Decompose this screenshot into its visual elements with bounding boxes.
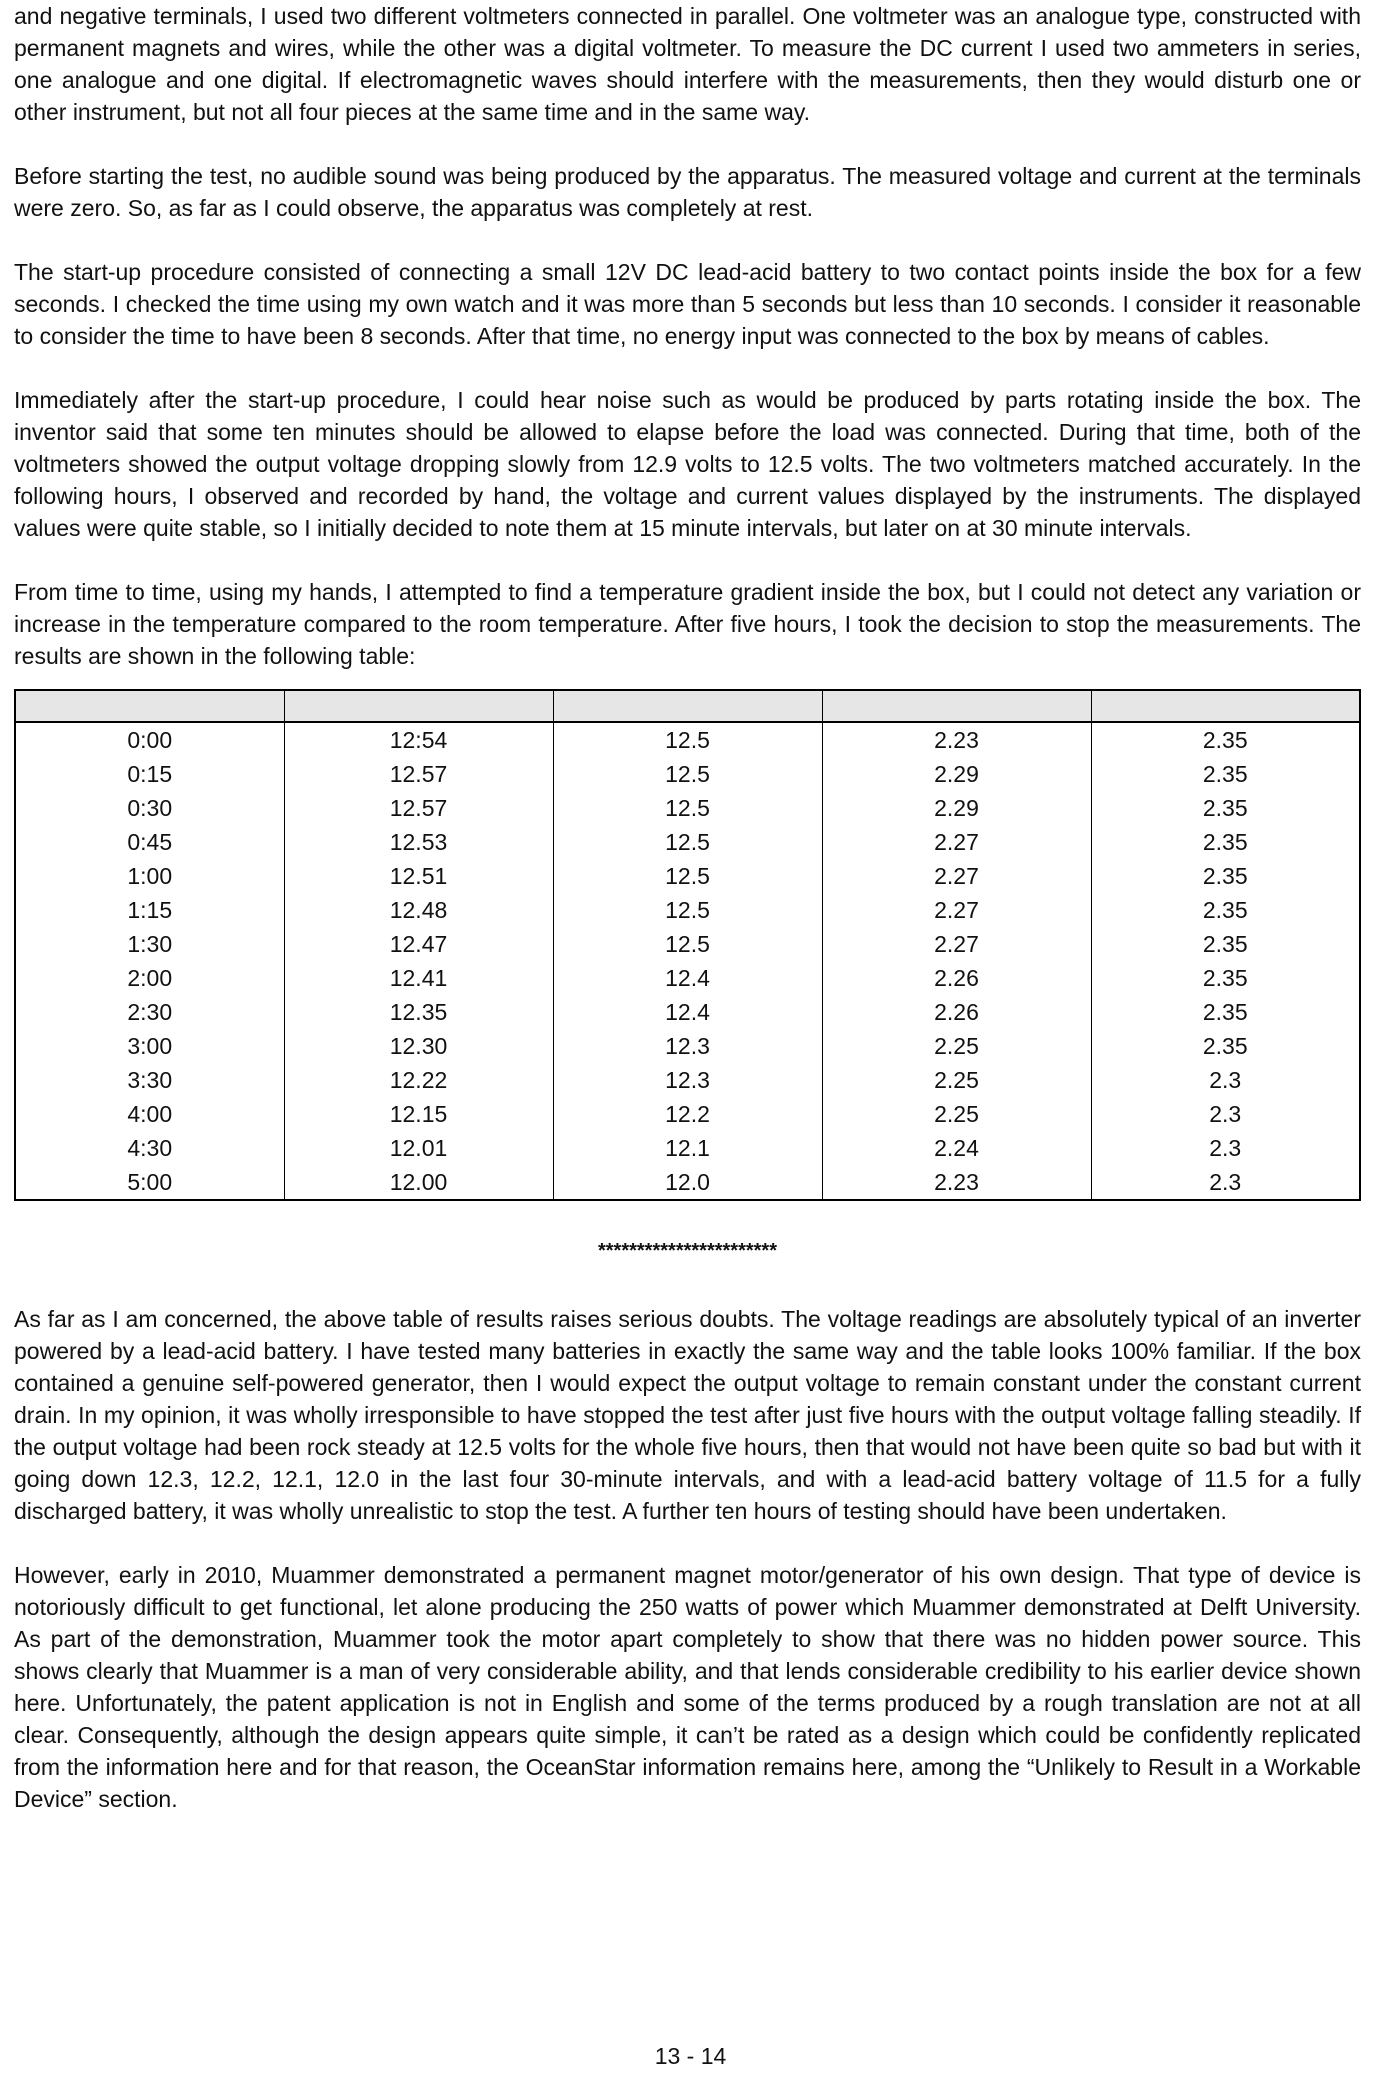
table-cell: 3:00: [15, 1029, 284, 1063]
table-cell: 12:54: [284, 722, 553, 757]
table-header-cell: [822, 690, 1091, 722]
table-row: [15, 859, 1360, 893]
page-number: 13 - 14: [654, 2043, 727, 2069]
table-cell: 2.35: [1091, 757, 1360, 791]
table-cell: 12.01: [284, 1131, 553, 1165]
paragraph-doubts: As far as I am concerned, the above table of results raises serious doubts. The voltage readings are absolutely typical of an inverter powered by a lead-acid battery. I have tested many batteries in exactly the same way and the table looks 100% familiar. If the box contained a genuine self-powered generator, then I would expect the output voltage to remain constant under the constant current drain. In my opinion, it was wholly irresponsible to have stopped the test after just five hours with the output voltage falling steadily. If the output voltage had been rock steady at 12.5 volts for the whole five hours, then that would not have been quite so bad but with it going down 12.3, 12.2, 12.1, 12.0 in the last four 30-minute intervals, and with a lead-acid battery voltage of 11.5 for a fully discharged battery, it was wholly unrealistic to stop the test. A further ten hours of testing should have been undertaken.: [14, 1306, 1361, 1524]
table-cell: 2:00: [15, 961, 284, 995]
table-row: [15, 1131, 1360, 1165]
section-separator: ***********************: [597, 1240, 777, 1262]
table-cell: 12.3: [553, 1063, 822, 1097]
table-cell: 2.27: [822, 859, 1091, 893]
table-cell: 1:30: [15, 927, 284, 961]
table-row: [15, 1097, 1360, 1131]
table-cell: 0:30: [15, 791, 284, 825]
table-cell: 2.35: [1091, 961, 1360, 995]
table-header-cell: [284, 690, 553, 722]
paragraph-measurement-setup: and negative terminals, I used two different voltmeters connected in parallel. One voltmeter was an analogue type, constructed with permanent magnets and wires, while the other was a digital voltmeter. To measure the DC current I used two ammeters in series, one analogue and one digital. If electromagnetic waves should interfere with the measurements, then they would disturb one or other instrument, but not all four pieces at the same time and in the same way.: [14, 3, 1361, 125]
table-cell: 12.53: [284, 825, 553, 859]
table-cell: 12.5: [553, 722, 822, 757]
table-cell: 1:00: [15, 859, 284, 893]
table-cell: 4:30: [15, 1131, 284, 1165]
table-cell: 12.35: [284, 995, 553, 1029]
table-cell: 2.27: [822, 825, 1091, 859]
table-row: [15, 961, 1360, 995]
table-cell: 2.25: [822, 1097, 1091, 1131]
table-row: [15, 927, 1360, 961]
paragraph-temperature: From time to time, using my hands, I attempted to find a temperature gradient inside the box, but I could not detect any variation or increase in the temperature compared to the room temperature. After five hours, I took the decision to stop the measurements. The results are shown in the following table:: [14, 579, 1361, 669]
table-cell: 2.3: [1091, 1165, 1360, 1200]
table-cell: 2.3: [1091, 1097, 1360, 1131]
table-cell: 2.35: [1091, 722, 1360, 757]
table-cell: 12.5: [553, 757, 822, 791]
table-cell: 1:15: [15, 893, 284, 927]
table-cell: 2.29: [822, 757, 1091, 791]
table-cell: 12.4: [553, 995, 822, 1029]
paragraph-before-test: Before starting the test, no audible sound was being produced by the apparatus. The measured voltage and current at the terminals were zero. So, as far as I could observe, the apparatus was completely at rest.: [14, 163, 1361, 221]
document-page: [14, 0, 1361, 1815]
table-cell: 0:45: [15, 825, 284, 859]
table-row: [15, 995, 1360, 1029]
table-header-row: [15, 690, 1360, 722]
paragraph-observations: Immediately after the start-up procedure, I could hear noise such as would be produced by parts rotating inside the box. The inventor said that some ten minutes should be allowed to elapse before the load was connected. During that time, both of the voltmeters showed the output voltage dropping slowly from 12.9 volts to 12.5 volts. The two voltmeters matched accurately. In the following hours, I observed and recorded by hand, the voltage and current values displayed by the instruments. The displayed values were quite stable, so I initially decided to note them at 15 minute intervals, but later on at 30 minute intervals.: [14, 387, 1361, 541]
table-cell: 3:30: [15, 1063, 284, 1097]
table-cell: 2.25: [822, 1029, 1091, 1063]
paragraph-muammer-demo: However, early in 2010, Muammer demonstrated a permanent magnet motor/generator of his own design. That type of device is notoriously difficult to get functional, let alone producing the 250 watts of power which Muammer demonstrated at Delft University. As part of the demonstration, Muammer took the motor apart completely to show that there was no hidden power source. This shows clearly that Muammer is a man of very considerable ability, and that lends considerable credibility to his earlier device shown here. Unfortunately, the patent application is not in English and some of the terms produced by a rough translation are not at all clear. Consequently, although the design appears quite simple, it can’t be rated as a design which could be confidently replicated from the information here and for that reason, the OceanStar information remains here, among the “Unlikely to Result in a Workable Device” section.: [14, 1562, 1361, 1812]
table-cell: 12.5: [553, 927, 822, 961]
table-cell: 2.35: [1091, 927, 1360, 961]
table-row: [15, 757, 1360, 791]
table-cell: 2.35: [1091, 1029, 1360, 1063]
table-cell: 12.57: [284, 791, 553, 825]
table-cell: 2.3: [1091, 1063, 1360, 1097]
table-cell: 2.23: [822, 722, 1091, 757]
table-cell: 2.27: [822, 893, 1091, 927]
table-cell: 2.23: [822, 1165, 1091, 1200]
table-cell: 2.25: [822, 1063, 1091, 1097]
table-body: [15, 722, 1360, 1200]
table-cell: 4:00: [15, 1097, 284, 1131]
table-cell: 2.24: [822, 1131, 1091, 1165]
table-cell: 2.26: [822, 961, 1091, 995]
table-cell: 12.47: [284, 927, 553, 961]
table-cell: 12.22: [284, 1063, 553, 1097]
table-row: [15, 1029, 1360, 1063]
table-cell: 12.5: [553, 825, 822, 859]
results-table: [14, 689, 1361, 1201]
table-cell: 12.5: [553, 859, 822, 893]
table-cell: 0:15: [15, 757, 284, 791]
table-cell: 12.4: [553, 961, 822, 995]
table-cell: 12.15: [284, 1097, 553, 1131]
table-cell: 12.48: [284, 893, 553, 927]
table-header-cell: [553, 690, 822, 722]
table-cell: 12.5: [553, 893, 822, 927]
table-header-cell: [1091, 690, 1360, 722]
table-row: [15, 1165, 1360, 1200]
table-cell: 2.26: [822, 995, 1091, 1029]
table-cell: 2.29: [822, 791, 1091, 825]
table-row: [15, 893, 1360, 927]
table-cell: 12.30: [284, 1029, 553, 1063]
table-cell: 2.35: [1091, 859, 1360, 893]
table-cell: 12.5: [553, 791, 822, 825]
table-cell: 12.41: [284, 961, 553, 995]
table-cell: 12.57: [284, 757, 553, 791]
table-cell: 2.35: [1091, 825, 1360, 859]
table-cell: 2:30: [15, 995, 284, 1029]
table-row: [15, 1063, 1360, 1097]
table-cell: 2.3: [1091, 1131, 1360, 1165]
paragraph-start-up: The start-up procedure consisted of connecting a small 12V DC lead-acid battery to two contact points inside the box for a few seconds. I checked the time using my own watch and it was more than 5 seconds but less than 10 seconds. I consider it reasonable to consider the time to have been 8 seconds. After that time, no energy input was connected to the box by means of cables.: [14, 259, 1361, 349]
table-cell: 5:00: [15, 1165, 284, 1200]
table-cell: 2.35: [1091, 791, 1360, 825]
results-table-container: [14, 689, 1361, 1201]
table-cell: 2.35: [1091, 893, 1360, 927]
table-row: [15, 722, 1360, 757]
table-cell: 12.0: [553, 1165, 822, 1200]
table-row: [15, 791, 1360, 825]
table-row: [15, 825, 1360, 859]
table-cell: 0:00: [15, 722, 284, 757]
table-cell: 12.3: [553, 1029, 822, 1063]
table-cell: 12.00: [284, 1165, 553, 1200]
table-cell: 2.35: [1091, 995, 1360, 1029]
table-cell: 12.51: [284, 859, 553, 893]
table-header-cell: [15, 690, 284, 722]
table-cell: 2.27: [822, 927, 1091, 961]
table-cell: 12.1: [553, 1131, 822, 1165]
table-cell: 12.2: [553, 1097, 822, 1131]
